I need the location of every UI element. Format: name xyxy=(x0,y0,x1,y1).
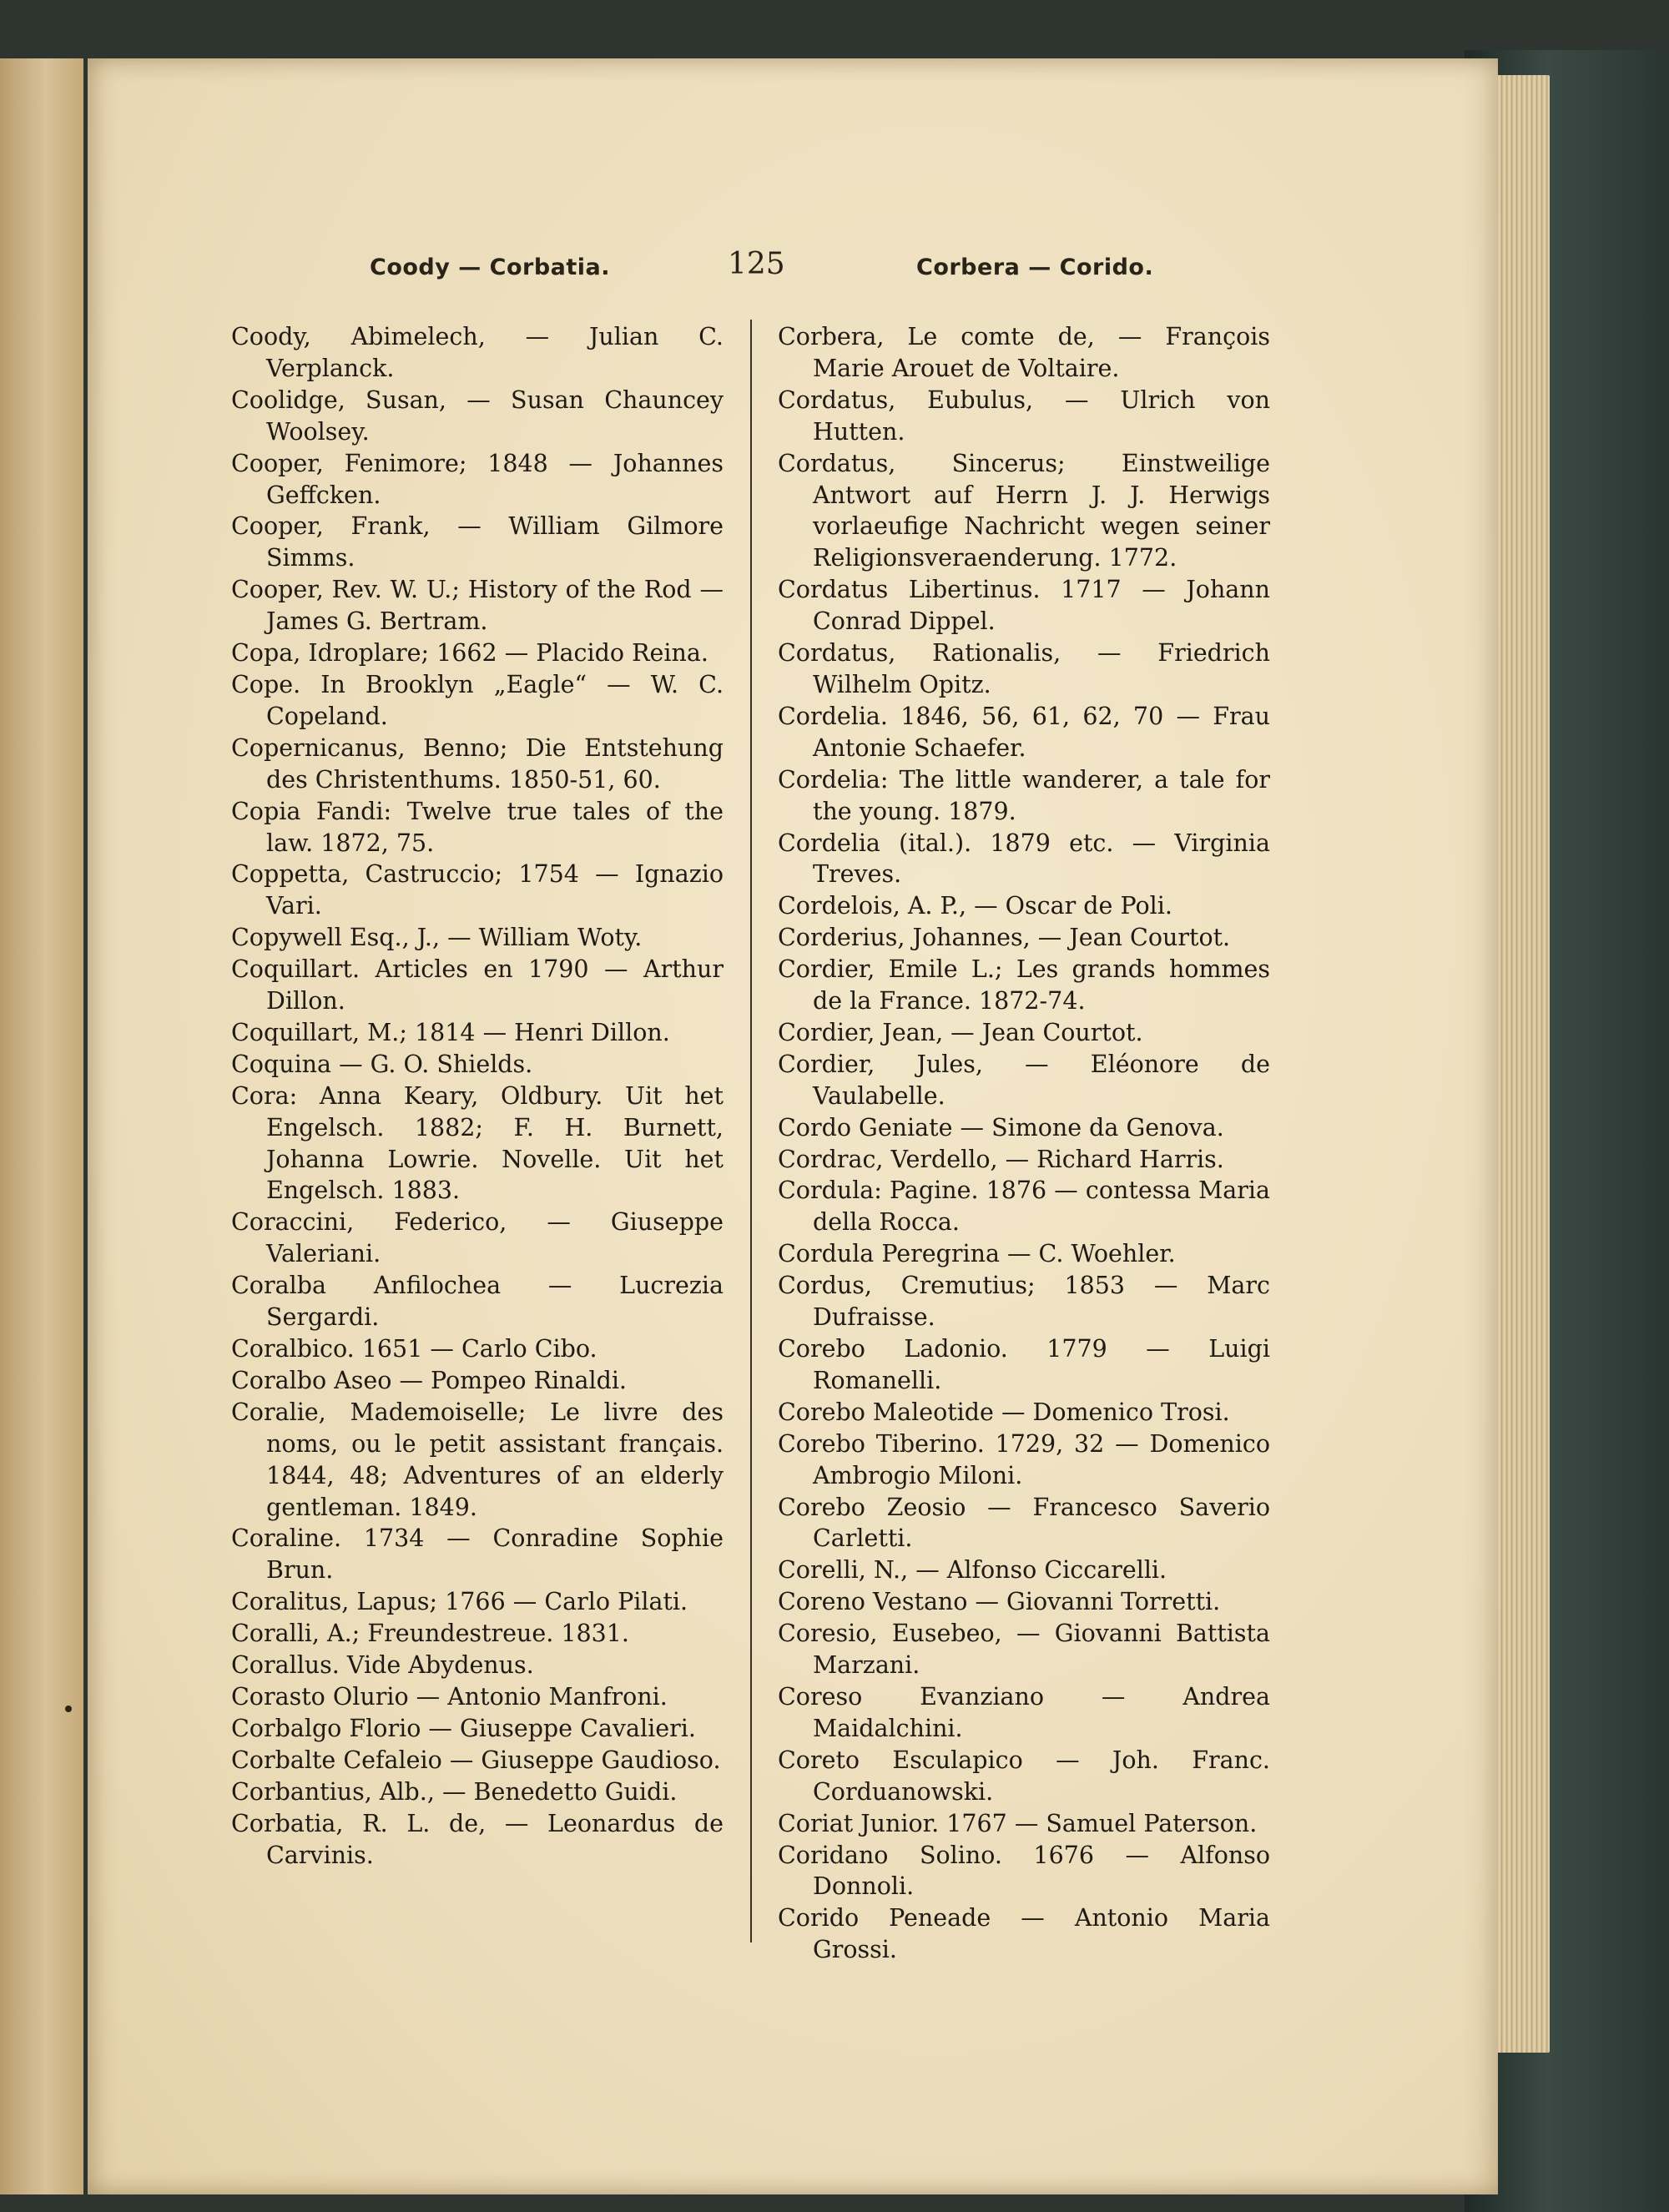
index-entry: Corbera, Le comte de, — François Marie Arouet de Voltaire. xyxy=(778,323,1270,382)
index-entry: Cooper, Fenimore; 1848 — Johannes Geffcken. xyxy=(231,449,724,509)
index-entry: Coresio, Eusebeo, — Giovanni Battista Marzani. xyxy=(778,1620,1270,1680)
index-entry: Cordier, Jules, — Eléonore de Vaulabelle. xyxy=(778,1050,1270,1110)
index-entry: Coriat Junior. 1767 — Samuel Paterson. xyxy=(778,1809,1258,1837)
column-divider xyxy=(750,320,752,1942)
index-entry: Coody, Abimelech, — Julian C. Verplanck. xyxy=(231,323,724,382)
index-entry: Cordatus Libertinus. 1717 — Johann Conrad Dippel. xyxy=(778,576,1270,636)
index-entry: Corebo Tiberino. 1729, 32 — Domenico Ambrogio Miloni. xyxy=(778,1429,1270,1489)
index-entry: Coralitus, Lapus; 1766 — Carlo Pilati. xyxy=(231,1588,688,1616)
facing-page-edge xyxy=(0,58,83,2194)
index-entry: Copa, Idroplare; 1662 — Placido Reina. xyxy=(231,639,708,668)
index-entry: Cordrac, Verdello, — Richard Harris. xyxy=(778,1145,1224,1173)
index-entry: Corido Peneade — Antonio Maria Grossi. xyxy=(778,1904,1270,1964)
index-entry: Coppetta, Castruccio; 1754 — Ignazio Vari. xyxy=(231,860,724,920)
index-entry: Coralli, A.; Freundestreue. 1831. xyxy=(231,1620,629,1648)
index-entry: Coquillart, M.; 1814 — Henri Dillon. xyxy=(231,1018,670,1046)
index-entry: Coralba Anfilochea — Lucrezia Sergardi. xyxy=(231,1272,724,1332)
index-entry: Cordelois, A. P., — Oscar de Poli. xyxy=(778,892,1172,920)
right-column xyxy=(778,321,1270,1966)
index-entry: Coraline. 1734 — Conradine Sophie Brun. xyxy=(231,1524,724,1585)
index-entry: Cooper, Frank, — William Gilmore Simms. xyxy=(231,512,724,572)
index-entry: Corasto Olurio — Antonio Manfroni. xyxy=(231,1682,668,1711)
page-number: 125 xyxy=(728,247,785,281)
index-entry: Cordier, Jean, — Jean Courtot. xyxy=(778,1018,1143,1046)
index-entry: Cooper, Rev. W. U.; History of the Rod — James G. Bertram. xyxy=(231,576,724,636)
index-entry: Cordatus, Sincerus; Einstweilige Antwort auf Herrn J. J. Herwigs vorlaeufige Nachricht wegen seiner Religionsveraenderung. 1772. xyxy=(778,449,1270,572)
index-entry: Coreto Esculapico — Joh. Franc. Corduanowski. xyxy=(778,1746,1270,1806)
index-entry: Cordier, Emile L.; Les grands hommes de la France. 1872-74. xyxy=(778,955,1270,1015)
index-entry: Corelli, N., — Alfonso Ciccarelli. xyxy=(778,1556,1167,1585)
index-entry: Corbatia, R. L. de, — Leonardus de Carvinis. xyxy=(231,1809,724,1869)
index-entry: Coridano Solino. 1676 — Alfonso Donnoli. xyxy=(778,1841,1270,1901)
index-entry: Coraccini, Federico, — Giuseppe Valeriani. xyxy=(231,1208,724,1268)
index-entry: Copia Fandi: Twelve true tales of the law. 1872, 75. xyxy=(231,797,724,857)
index-entry: Coreno Vestano — Giovanni Torretti. xyxy=(778,1588,1221,1616)
index-entry: Cordatus, Eubulus, — Ulrich von Hutten. xyxy=(778,385,1270,446)
index-entry: Coquillart. Articles en 1790 — Arthur Dillon. xyxy=(231,955,724,1015)
index-entry: Coralbico. 1651 — Carlo Cibo. xyxy=(231,1335,598,1363)
index-entry: Cordelia. 1846, 56, 61, 62, 70 — Frau Antonie Schaefer. xyxy=(778,702,1270,762)
index-entry: Corbantius, Alb., — Benedetto Guidi. xyxy=(231,1777,678,1806)
index-entry: Cora: Anna Keary, Oldbury. Uit het Engelsch. 1882; F. H. Burnett, Johanna Lowrie. Novelle. Uit het Engelsch. 1883. xyxy=(231,1081,724,1205)
left-column xyxy=(231,321,724,1871)
index-entry: Cordula Peregrina — C. Woehler. xyxy=(778,1240,1176,1268)
index-entry: Cope. In Brooklyn „Eagle“ — W. C. Copeland. xyxy=(231,670,724,730)
index-entry: Corebo Zeosio — Francesco Saverio Carletti. xyxy=(778,1493,1270,1553)
index-entry: Corebo Maleotide — Domenico Trosi. xyxy=(778,1398,1230,1426)
index-entry: Coquina — G. O. Shields. xyxy=(231,1050,533,1078)
index-entry: Cordatus, Rationalis, — Friedrich Wilhelm Opitz. xyxy=(778,639,1270,698)
index-entry: Coolidge, Susan, — Susan Chauncey Woolsey. xyxy=(231,385,724,446)
index-entry: Cordula: Pagine. 1876 — contessa Maria della Rocca. xyxy=(778,1177,1270,1237)
index-entry: Copernicanus, Benno; Die Entstehung des Christenthums. 1850-51, 60. xyxy=(231,733,724,794)
index-entry: Corbalte Cefaleio — Giuseppe Gaudioso. xyxy=(231,1746,721,1774)
running-head-right: Corbera — Corido. xyxy=(916,254,1154,280)
index-entry: Coralbo Aseo — Pompeo Rinaldi. xyxy=(231,1366,627,1394)
index-entry: Corallus. Vide Abydenus. xyxy=(231,1651,534,1680)
index-entry: Corebo Ladonio. 1779 — Luigi Romanelli. xyxy=(778,1335,1270,1394)
index-entry: Coralie, Mademoiselle; Le livre des noms, ou le petit assistant français. 1844, 48; Adventures of an elderly gentleman. 1849. xyxy=(231,1398,724,1521)
index-entry: Corbalgo Florio — Giuseppe Cavalieri. xyxy=(231,1714,696,1742)
index-entry: Cordelia (ital.). 1879 etc. — Virginia Treves. xyxy=(778,829,1270,889)
index-entry: Cordelia: The little wanderer, a tale for the young. 1879. xyxy=(778,765,1270,825)
index-entry: Cordo Geniate — Simone da Genova. xyxy=(778,1113,1224,1141)
index-entry: Corderius, Johannes, — Jean Courtot. xyxy=(778,924,1231,952)
running-head-left: Coody — Corbatia. xyxy=(370,254,611,280)
index-entry: Copywell Esq., J., — William Woty. xyxy=(231,924,643,952)
index-entry: Coreso Evanziano — Andrea Maidalchini. xyxy=(778,1682,1270,1742)
ink-dot xyxy=(65,1706,72,1712)
index-entry: Cordus, Cremutius; 1853 — Marc Dufraisse. xyxy=(778,1272,1270,1332)
